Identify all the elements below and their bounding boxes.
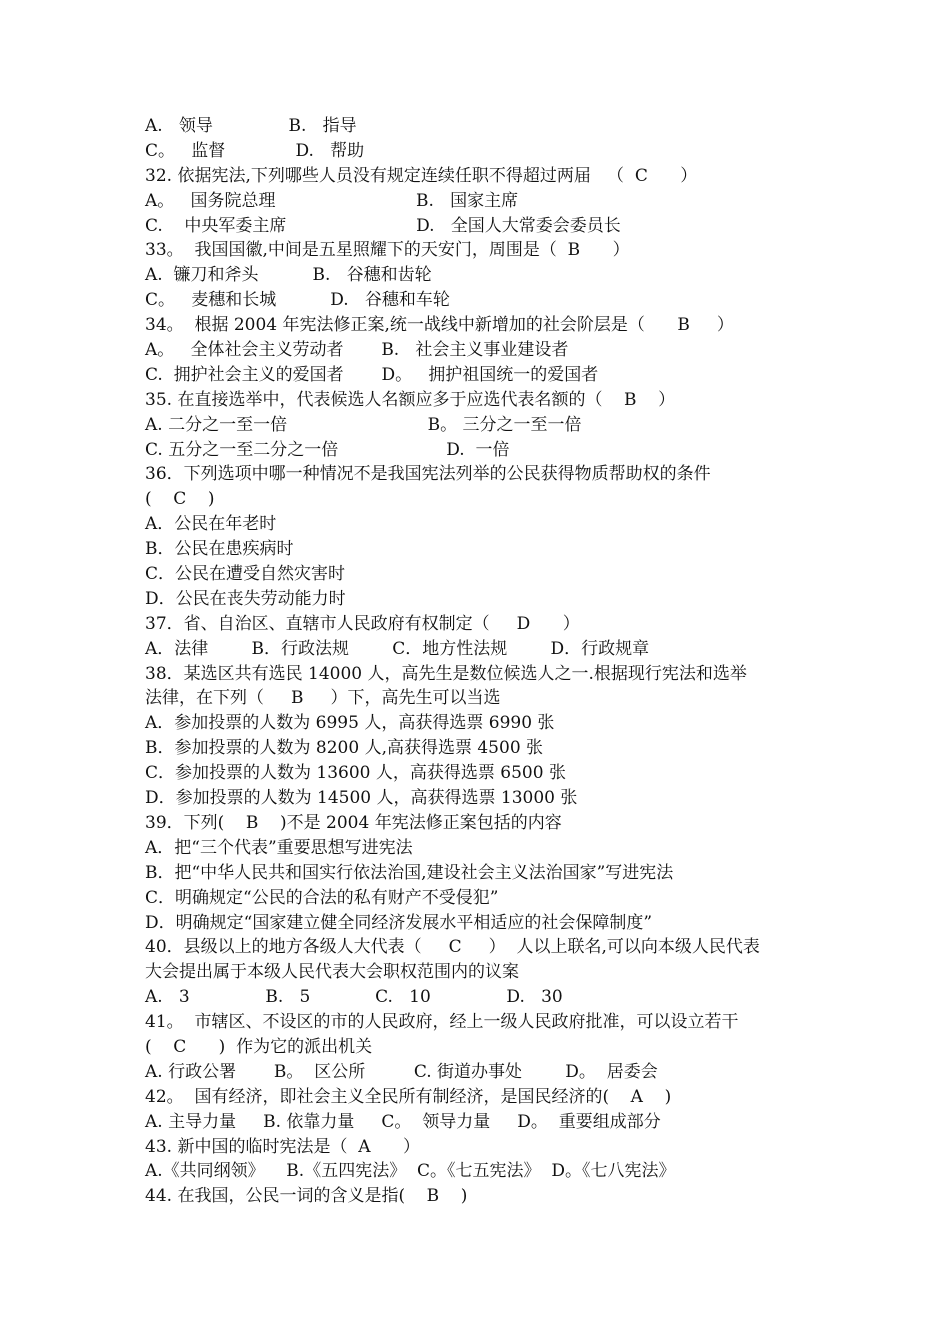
text-line: A．法律 B．行政法规 C．地方性法规 D．行政规章 xyxy=(145,638,650,659)
question-38: 38．某选区共有选民 14000 人，高先生是数位候选人之一.根据现行宪法和选举 xyxy=(145,663,747,684)
text-line: C. 中央军委主席 D. 全国人大常委会委员长 xyxy=(145,215,621,236)
text-line: C。 麦穗和长城 D. 谷穗和车轮 xyxy=(145,290,450,311)
text-line: A. 领导 B. 指导 xyxy=(145,116,357,136)
text-line: C. 拥护社会主义的爱国者 D。 拥护祖国统一的爱国者 xyxy=(145,364,599,385)
text-line: 法律，在下列（ B ）下，高先生可以当选 xyxy=(145,688,501,709)
text-line: D．明确规定“国家建立健全同经济发展水平相适应的社会保障制度” xyxy=(145,912,653,933)
text-line: A.《共同纲领》 B.《五四宪法》 C。《七五宪法》 D。《七八宪法》 xyxy=(145,1161,676,1182)
text-line: B．参加投票的人数为 8200 人,高获得选票 4500 张 xyxy=(145,738,544,759)
question-36: 36．下列选项中哪一种情况不是我国宪法列举的公民获得物质帮助权的条件 xyxy=(145,464,711,485)
text-line: B．公民在患疾病时 xyxy=(145,539,294,560)
question-44: 44. 在我国，公民一词的含义是指( B ) xyxy=(145,1186,468,1207)
text-line: A．把“三个代表”重要思想写进宪法 xyxy=(145,837,413,858)
text-line: C．参加投票的人数为 13600 人，高获得选票 6500 张 xyxy=(145,763,566,784)
question-33: 33。 我国国徽,中间是五星照耀下的天安门，周围是（ B ） xyxy=(145,240,630,261)
text-line: ( C ) xyxy=(145,489,215,510)
text-line: C. 五分之一至二分之一倍 D. 一倍 xyxy=(145,439,510,460)
text-line: A. 二分之一至一倍 B。 三分之一至一倍 xyxy=(145,414,582,435)
text-line: A。 全体社会主义劳动者 B. 社会主义事业建设者 xyxy=(145,340,569,361)
text-line: A。 国务院总理 B. 国家主席 xyxy=(145,190,519,211)
text-line: B．把“中华人民共和国实行依法治国,建设社会主义法治国家”写进宪法 xyxy=(145,862,674,883)
question-34: 34。 根据 2004 年宪法修正案,统一战线中新增加的社会阶层是（ B ） xyxy=(145,315,734,336)
text-line: A. 3 B. 5 C. 10 D. 30 xyxy=(145,987,563,1008)
text-line: 大会提出属于本级人民代表大会职权范围内的议案 xyxy=(145,962,519,983)
question-43: 43. 新中国的临时宪法是（ A ） xyxy=(145,1136,420,1157)
question-41: 41。 市辖区、不设区的市的人民政府，经上一级人民政府批准，可以设立若干 xyxy=(145,1012,739,1033)
text-line: C。 监督 D. 帮助 xyxy=(145,140,365,161)
question-39: 39．下列( B )不是 2004 年宪法修正案包括的内容 xyxy=(145,812,562,833)
text-line: A．参加投票的人数为 6995 人，高获得选票 6990 张 xyxy=(145,713,555,734)
text-line: A. 镰刀和斧头 B. 谷穗和齿轮 xyxy=(145,265,432,286)
text-line: D．参加投票的人数为 14500 人，高获得选票 13000 张 xyxy=(145,788,578,809)
question-42: 42。 国有经济，即社会主义全民所有制经济，是国民经济的( A ) xyxy=(145,1086,672,1107)
text-line: C．公民在遭受自然灾害时 xyxy=(145,564,346,585)
text-line: C．明确规定“公民的合法的私有财产不受侵犯” xyxy=(145,887,499,908)
question-37: 37．省、自治区、直辖市人民政府有权制定（ D ） xyxy=(145,613,580,634)
text-line: A. 主导力量 B. 依靠力量 C。 领导力量 D。 重要组成部分 xyxy=(145,1111,661,1132)
document-page xyxy=(145,114,825,1209)
text-line: A．公民在年老时 xyxy=(145,514,277,535)
text-line: D．公民在丧失劳动能力时 xyxy=(145,588,346,609)
question-32: 32. 依据宪法,下列哪些人员没有规定连续任职不得超过两届 （ C ） xyxy=(145,165,698,186)
question-35: 35. 在直接选举中，代表候选人名额应多于应选代表名额的（ B ） xyxy=(145,389,676,410)
text-line: ( C ) 作为它的派出机关 xyxy=(145,1036,373,1057)
text-line: A. 行政公署 B。 区公所 C. 街道办事处 D。 居委会 xyxy=(145,1061,658,1082)
question-40: 40．县级以上的地方各级人大代表（ C ） 人以上联名,可以向本级人民代表 xyxy=(145,937,760,958)
